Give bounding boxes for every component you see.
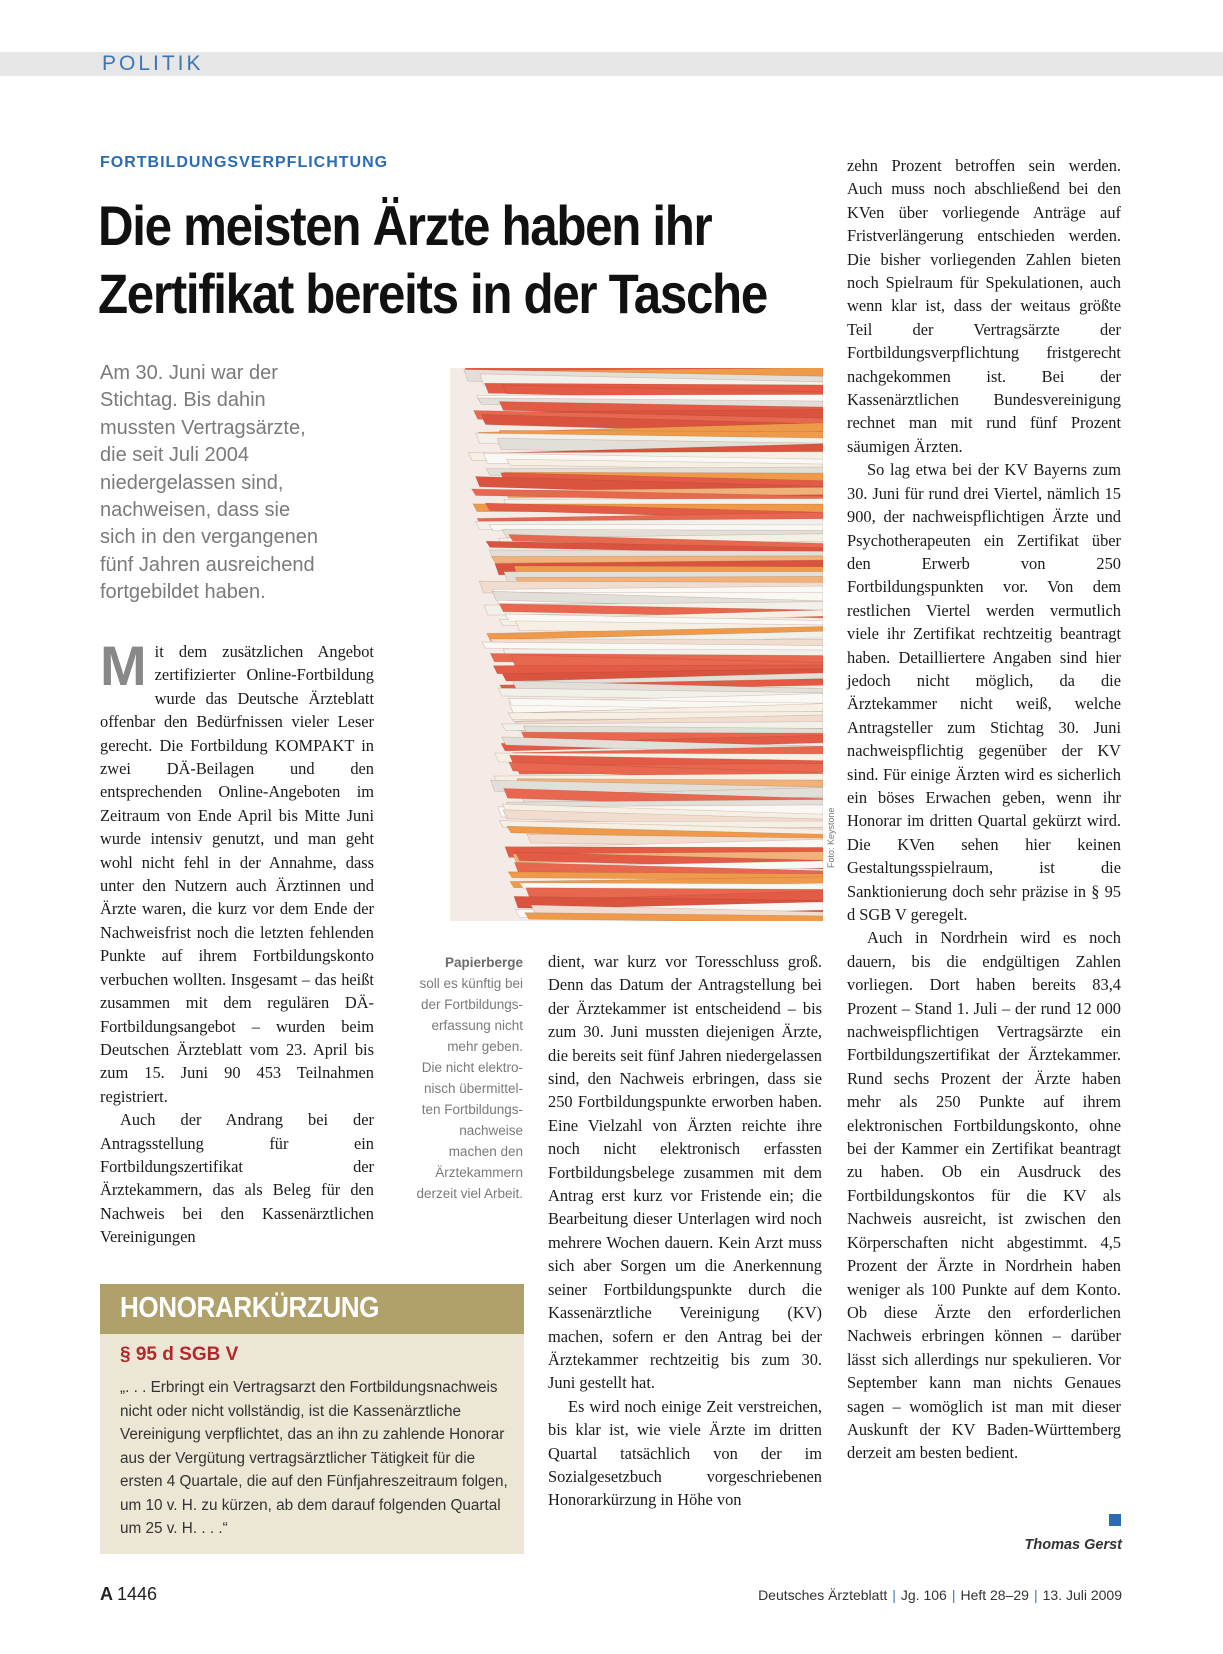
- caption-line: nachweise: [459, 1123, 523, 1138]
- caption-line: der Fortbildungs-: [420, 997, 523, 1012]
- page-prefix: A: [100, 1584, 113, 1604]
- article-author: Thomas Gerst: [1024, 1537, 1122, 1553]
- quote-line: um 25 v. H. . . .“: [120, 1520, 228, 1537]
- journal-date: 13. Juli 2009: [1042, 1587, 1122, 1603]
- page-number-value: 1446: [117, 1584, 158, 1604]
- headline-line-2: Zertifikat bereits in der Tasche: [98, 262, 767, 325]
- caption-line: nisch übermittel-: [423, 1081, 523, 1096]
- footer-separator: |: [892, 1587, 896, 1603]
- lead-line: niedergelassen sind,: [100, 471, 284, 494]
- info-box-subtitle: § 95 d SGB V: [120, 1344, 239, 1365]
- body-paragraph: Es wird noch einige Zeit verstreichen, bis klar ist, wie viele Ärzte im dritten Quartal tatsächlich von der im Sozialgesetzbuch vorgeschriebenen Honorarkürzung in Höhe von: [548, 1396, 822, 1510]
- body-paragraph: dient, war kurz vor Toresschluss groß. Denn das Datum der Antragstellung bei der Ärztekammer ist entscheidend – bis zum 30. Juni mussten diejenigen Ärzte, die bereits seit fünf Jahren niedergelassen sind, den Nachweis erbringen, dass sie 250 Fortbildungspunkte erworben haben. Eine Vielzahl von Ärzten reichte ihre noch nicht elektronisch erfassten Fortbildungsbelege zusammen mit dem Antrag erst kurz vor Fristende ein; die Bearbeitung dieser Unterlagen wird noch mehrere Wochen dauern. Kein Arzt muss sich aber Sorgen um die Anerkennung seiner Fortbildungspunkte durch die Kassenärztliche Vereinigung (KV) machen, sofern er den Antrag bei der Ärztekammer rechtzeitig bis zum 30. Juni gestellt hat.: [548, 952, 822, 1393]
- body-column-2: [548, 950, 822, 1512]
- body-column-1: [100, 634, 374, 1249]
- caption-line: derzeit viel Arbeit.: [416, 1186, 523, 1201]
- caption-line: Die nicht elektro-: [421, 1060, 523, 1075]
- photo-caption: [405, 952, 523, 1204]
- info-box-title: HONORARKÜRZUNG: [120, 1292, 380, 1324]
- lead-line: Stichtag. Bis dahin: [100, 389, 266, 412]
- caption-line: soll es künftig bei: [419, 976, 523, 991]
- paper-stack-illustration: [450, 368, 823, 921]
- footer-separator: |: [1033, 1587, 1038, 1603]
- quote-line: um 10 v. H. zu kürzen, ab dem darauf folgenden Quartal: [120, 1496, 501, 1514]
- lead-line: fortgebildet haben.: [100, 581, 266, 604]
- body-paragraph: zehn Prozent betroffen sein werden. Auch muss noch abschließend bei den KVen über vorliegende Anträge auf Fristverlängerung entschieden werden. Die bisher vorliegenden Zahlen bieten noch Spielraum für Spekulationen, auch wenn klar ist, dass der weitaus größte Teil der Vertragsärzte der Fortbildungsverpflichtung fristgerecht nachgekommen ist. Bei der Kassenärztlichen Bundesvereinigung rechnet man mit rund fünf Prozent säumigen Ärzten.: [847, 156, 1121, 456]
- end-mark: [1109, 1514, 1121, 1526]
- article-lead: [100, 360, 375, 607]
- lead-line: mussten Vertragsärzte,: [100, 416, 306, 439]
- journal-volume: Jg. 106: [900, 1587, 947, 1603]
- body-column-3: [847, 154, 1121, 1465]
- journal-footer: [700, 1587, 1122, 1603]
- body-paragraph: Auch der Andrang bei der Antragsstellung für ein Fortbildungszertifikat der Ärztekammern, das als Beleg für den Nachweis bei den Kassenärztlichen Vereinigungen: [100, 1110, 374, 1247]
- article-headline: [98, 192, 767, 328]
- body-paragraph: So lag etwa bei der KV Bayerns zum 30. Juni für rund drei Viertel, nämlich 15 900, der nachweispflichtigen Ärzte und Psychotherapeuten ein Zertifikat über den Erwerb von 250 Fortbildungspunkten vor. Von dem restlichen Viertel werden vermutlich viele ihr Zertifikat rechtzeitig beantragt haben. Detailliertere Angaben sind hier jedoch nicht möglich, da die Ärztekammer nicht weiß, welche Antragsteller zum Stichtag 30. Juni nachweispflichtig gegenüber der KV sind. Für einige Ärzten wird es sicherlich ein böses Erwachen geben, wenn ihr Honorar im dritten Quartal gekürzt wird. Die KVen sehen hier keinen Gestaltungsspielraum, ist die Sanktionierung doch sehr präzise in § 95 d SGB V geregelt.: [847, 460, 1121, 924]
- lead-line: nachweisen, dass sie: [100, 499, 291, 522]
- lead-line: die seit Juli 2004: [100, 444, 249, 467]
- paper-stack-photo: [450, 368, 823, 921]
- caption-line: erfassung nicht: [431, 1018, 523, 1033]
- body-paragraph: Auch in Nordrhein wird es noch dauern, bis die endgültigen Zahlen vorliegen. Dort haben bereits 83,4 Prozent – Stand 1. Juli – der rund 12 000 nachweispflichtigen Vertragsärzte ein Fortbildungszertifikat der Ärztekammer. Rund sechs Prozent der Ärzte haben mehr als 250 Punkte auf ihrem elektronischen Fortbildungskonto, ohne bei der Kammer ein Zertifikat beantragt zu haben. Ob ein Ausdruck des Fortbildungskontos für die KV als Nachweis ausreicht, ist zwischen den Körperschaften nicht abgestimmt. 4,5 Prozent der Ärzte in Nordrhein haben weniger als 100 Punkte auf dem Konto. Ob diese Ärzte den erforderlichen Nachweis erbringen können – darüber lässt sich allerdings nur spekulieren. Vor September kann man nichts Genaues sagen – womöglich ist man mit dieser Auskunft der KV Baden-Württemberg derzeit am besten bedient.: [847, 928, 1121, 1463]
- quote-line: nicht oder nicht vollständig, ist die Kassenärztliche: [120, 1402, 461, 1420]
- paragraph-text: it dem zusätzlichen Angebot zertifizierter Online-Fortbildung wurde das Deutsche Ärzteblatt offenbar den Bedürfnissen vieler Leser gerecht. Die Fortbildung KOMPAKT in zwei DÄ-Beilagen und den entsprechenden Online-Angeboten im Zeitraum von Ende April bis Mitte Juni wurde intensiv genutzt, und man geht wohl nicht fehl in der Annahme, dass unter den Nutzern auch Ärztinnen und Ärzte waren, die kurz vor dem Ende der Nachweisfrist noch die letzten fehlenden Punkte auf ihrem Fortbildungskonto verbuchen wollten. Insgesamt – das heißt zusammen mit dem regulären DÄ-Fortbildungsangebot – wurden beim Deutschen Ärzteblatt vom 23. April bis zum 15. Juni 90 453 Teilnahmen registriert.: [100, 642, 374, 1106]
- section-label: POLITIK: [102, 52, 204, 75]
- caption-title: Papierberge: [444, 955, 523, 970]
- journal-name: Deutsches Ärzteblatt: [758, 1587, 888, 1603]
- journal-issue: Heft 28–29: [960, 1587, 1029, 1603]
- lead-line: fünf Jahren ausreichend: [100, 553, 315, 576]
- footer-separator: |: [951, 1587, 956, 1603]
- quote-line: ersten 4 Quartale, die auf den Fünfjahreszeitraum folgen,: [120, 1473, 508, 1490]
- caption-line: mehr geben.: [447, 1039, 523, 1054]
- photo-credit: Foto: Keystone: [826, 807, 836, 868]
- page-number: [100, 1584, 157, 1605]
- quote-line: Vereinigung verpflichtet, das an ihn zu zahlende Honorar: [120, 1426, 505, 1443]
- caption-line: ten Fortbildungs-: [421, 1102, 523, 1117]
- quote-line: „. . . Erbringt ein Vertragsarzt den Fortbildungsnachweis: [120, 1379, 498, 1396]
- info-box-quote: [120, 1376, 510, 1541]
- caption-line: machen den: [448, 1144, 523, 1159]
- headline-line-1: Die meisten Ärzte haben ihr: [98, 194, 712, 257]
- article-kicker: FORTBILDUNGSVERPFLICHTUNG: [100, 154, 389, 171]
- lead-line: Am 30. Juni war der: [100, 362, 278, 384]
- drop-cap: M: [100, 634, 147, 697]
- body-paragraph: [100, 634, 374, 1108]
- info-box-header: [100, 1284, 524, 1334]
- lead-line: sich in den vergangenen: [100, 526, 318, 549]
- caption-line: Ärztekammern: [435, 1165, 523, 1180]
- quote-line: aus der Vergütung vertragsärztlicher Tätigkeit für die: [120, 1449, 476, 1467]
